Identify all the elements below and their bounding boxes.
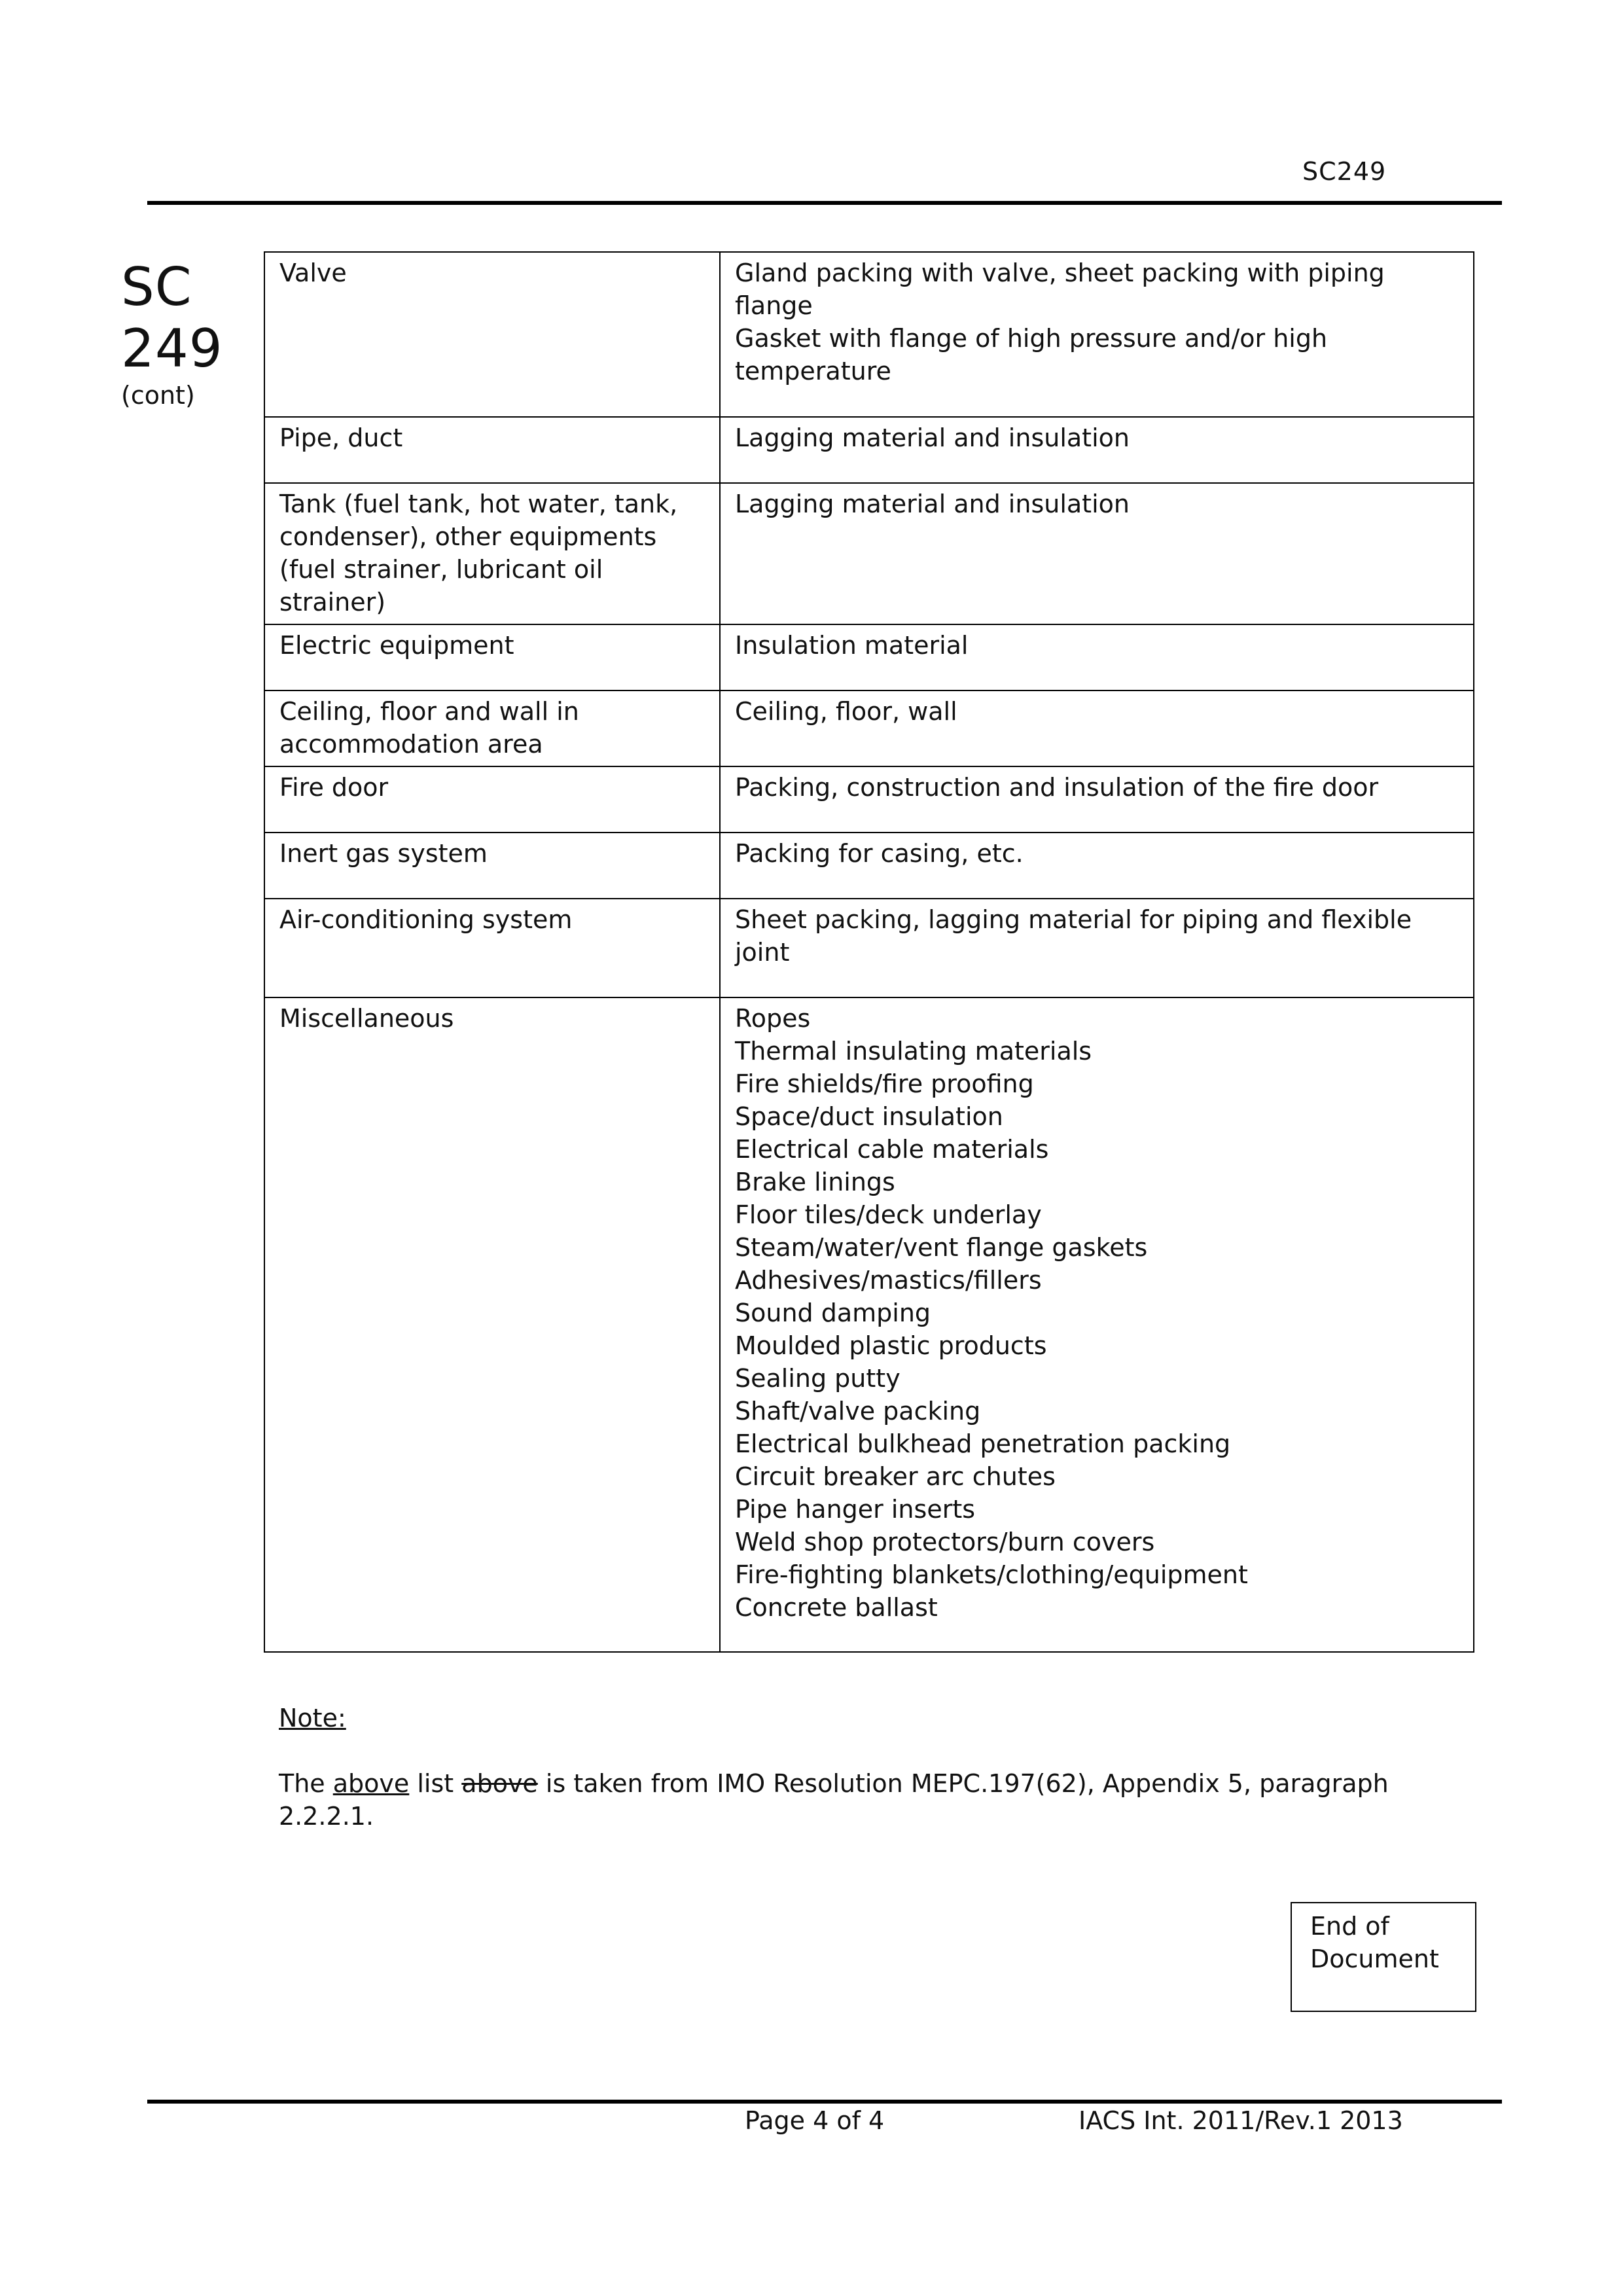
end-box-line1: End of <box>1310 1912 1389 1941</box>
material-text: Lagging material and insulation <box>735 490 1130 518</box>
material-text: Circuit breaker arc chutes <box>735 1462 1056 1491</box>
materials-table-body <box>264 252 1474 1652</box>
item-text: strainer) <box>279 588 386 617</box>
item-cell <box>264 899 720 997</box>
item-text: Ceiling, floor and wall in <box>279 697 579 726</box>
material-text: Electrical bulkhead penetration packing <box>735 1429 1231 1458</box>
material-cell <box>720 766 1474 833</box>
item-cell <box>264 691 720 766</box>
material-text: Insulation material <box>735 631 969 660</box>
margin-tag <box>121 257 252 411</box>
item-cell <box>264 483 720 624</box>
material-text: Packing, construction and insulation of the fire door <box>735 773 1379 802</box>
material-text: Weld shop protectors/burn covers <box>735 1528 1155 1556</box>
table-row <box>264 833 1474 899</box>
header-rule <box>147 201 1502 205</box>
material-text: Steam/water/vent flange gaskets <box>735 1233 1148 1262</box>
item-text: Miscellaneous <box>279 1004 454 1033</box>
item-text: accommodation area <box>279 730 543 759</box>
note-text-post: is taken from IMO Resolution MEPC.197(62), Appendix 5, paragraph 2.2.2.1. <box>279 1769 1389 1831</box>
material-text: Sealing putty <box>735 1364 901 1393</box>
item-text: Pipe, duct <box>279 423 403 452</box>
item-cell <box>264 833 720 899</box>
material-text: Sound damping <box>735 1299 931 1327</box>
table-row <box>264 252 1474 417</box>
material-text: Fire shields/fire proofing <box>735 1069 1034 1098</box>
material-text: Lagging material and insulation <box>735 423 1130 452</box>
material-cell <box>720 899 1474 997</box>
item-text: Electric equipment <box>279 631 514 660</box>
material-cell <box>720 252 1474 417</box>
material-text: temperature <box>735 357 891 386</box>
material-text: Adhesives/mastics/fillers <box>735 1266 1042 1295</box>
material-cell <box>720 997 1474 1652</box>
material-cell <box>720 417 1474 483</box>
note-inserted-word: above <box>332 1769 410 1798</box>
footer-page-number: Page 4 of 4 <box>745 2106 885 2135</box>
table-row <box>264 997 1474 1652</box>
item-cell <box>264 624 720 691</box>
item-cell <box>264 252 720 417</box>
material-text: Shaft/valve packing <box>735 1397 981 1426</box>
item-cell <box>264 997 720 1652</box>
item-text: (fuel strainer, lubricant oil <box>279 555 603 584</box>
margin-tag-cont: (cont) <box>121 381 195 410</box>
note-deleted-word: above <box>461 1769 538 1798</box>
header-document-code: SC249 <box>1302 157 1387 186</box>
table-row <box>264 766 1474 833</box>
margin-tag-number: 249 <box>121 318 223 379</box>
item-text: Air-conditioning system <box>279 905 573 934</box>
material-text: Floor tiles/deck underlay <box>735 1200 1042 1229</box>
material-text: Pipe hanger inserts <box>735 1495 976 1524</box>
end-of-document-box <box>1291 1902 1476 2012</box>
item-text: condenser), other equipments <box>279 522 657 551</box>
table-row <box>264 899 1474 997</box>
margin-tag-sc: SC <box>121 257 192 317</box>
footer-reference: IACS Int. 2011/Rev.1 2013 <box>1079 2106 1403 2135</box>
note-label: Note: <box>279 1704 346 1732</box>
item-text: Tank (fuel tank, hot water, tank, <box>279 490 678 518</box>
material-text: Electrical cable materials <box>735 1135 1049 1164</box>
material-text: Brake linings <box>735 1168 895 1196</box>
table-row <box>264 624 1474 691</box>
material-text: Sheet packing, lagging material for piping and flexible <box>735 905 1412 934</box>
table-row <box>264 691 1474 766</box>
item-text: Valve <box>279 259 347 287</box>
material-text: Gland packing with valve, sheet packing with piping <box>735 259 1385 287</box>
note-text-pre: The <box>279 1769 333 1798</box>
table-row <box>264 417 1474 483</box>
material-text: Ropes <box>735 1004 811 1033</box>
material-cell <box>720 624 1474 691</box>
item-cell <box>264 766 720 833</box>
material-cell <box>720 691 1474 766</box>
materials-table <box>264 251 1474 1653</box>
material-text: Thermal insulating materials <box>735 1037 1092 1066</box>
table-row <box>264 483 1474 624</box>
item-text: Fire door <box>279 773 389 802</box>
note-text-mid: list <box>409 1769 462 1798</box>
material-text: Ceiling, floor, wall <box>735 697 957 726</box>
end-box-line2: Document <box>1310 1945 1439 1973</box>
material-cell <box>720 483 1474 624</box>
material-text: Gasket with flange of high pressure and/or high <box>735 324 1328 353</box>
item-cell <box>264 417 720 483</box>
material-text: Packing for casing, etc. <box>735 839 1024 868</box>
material-text: Fire-fighting blankets/clothing/equipment <box>735 1560 1248 1589</box>
material-text: Concrete ballast <box>735 1593 938 1622</box>
item-text: Inert gas system <box>279 839 488 868</box>
footer-rule <box>147 2100 1502 2104</box>
note-section <box>279 1702 1470 1833</box>
material-text: Moulded plastic products <box>735 1331 1047 1360</box>
material-text: joint <box>735 938 790 967</box>
material-cell <box>720 833 1474 899</box>
material-text: flange <box>735 291 813 320</box>
material-text: Space/duct insulation <box>735 1102 1003 1131</box>
